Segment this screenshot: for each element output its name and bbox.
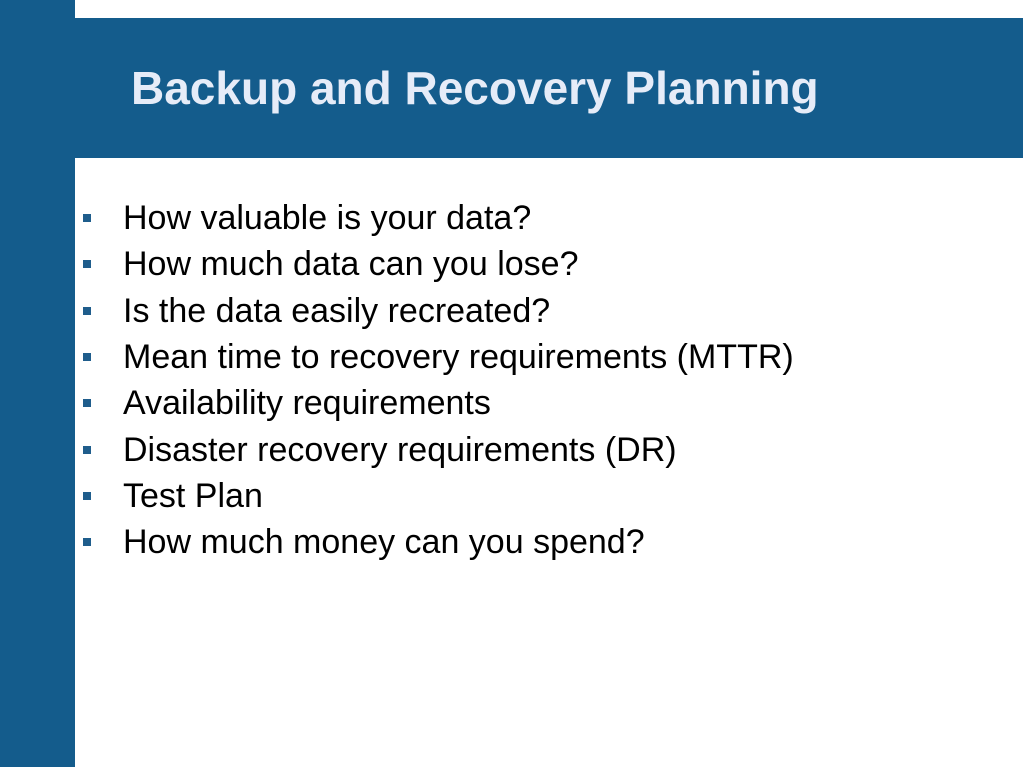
square-bullet-icon xyxy=(83,307,91,315)
bullet-item xyxy=(80,288,794,334)
bullet-item xyxy=(80,473,794,519)
slide-title: Backup and Recovery Planning xyxy=(131,62,819,114)
square-bullet-icon xyxy=(83,446,91,454)
square-bullet-icon xyxy=(83,538,91,546)
bullet-text: Disaster recovery requirements (DR) xyxy=(123,430,677,469)
square-bullet-icon xyxy=(83,260,91,268)
square-bullet-icon xyxy=(83,353,91,361)
bullet-text: Mean time to recovery requirements (MTTR) xyxy=(123,338,794,377)
bullet-text: Availability requirements xyxy=(123,384,491,423)
square-bullet-icon xyxy=(83,214,91,222)
bullet-text: Test Plan xyxy=(123,476,263,515)
bullet-item xyxy=(80,519,794,565)
square-bullet-icon xyxy=(83,399,91,407)
bullet-text: Is the data easily recreated? xyxy=(123,291,551,330)
square-bullet-icon xyxy=(83,492,91,500)
bullet-list xyxy=(80,195,794,565)
bullet-text: How much data can you lose? xyxy=(123,245,579,284)
bullet-item xyxy=(80,426,794,472)
bullet-item xyxy=(80,195,794,241)
bullet-text: How much money can you spend? xyxy=(123,523,645,562)
bullet-text: How valuable is your data? xyxy=(123,199,532,238)
bullet-item xyxy=(80,380,794,426)
bullet-item xyxy=(80,241,794,287)
bullet-item xyxy=(80,334,794,380)
